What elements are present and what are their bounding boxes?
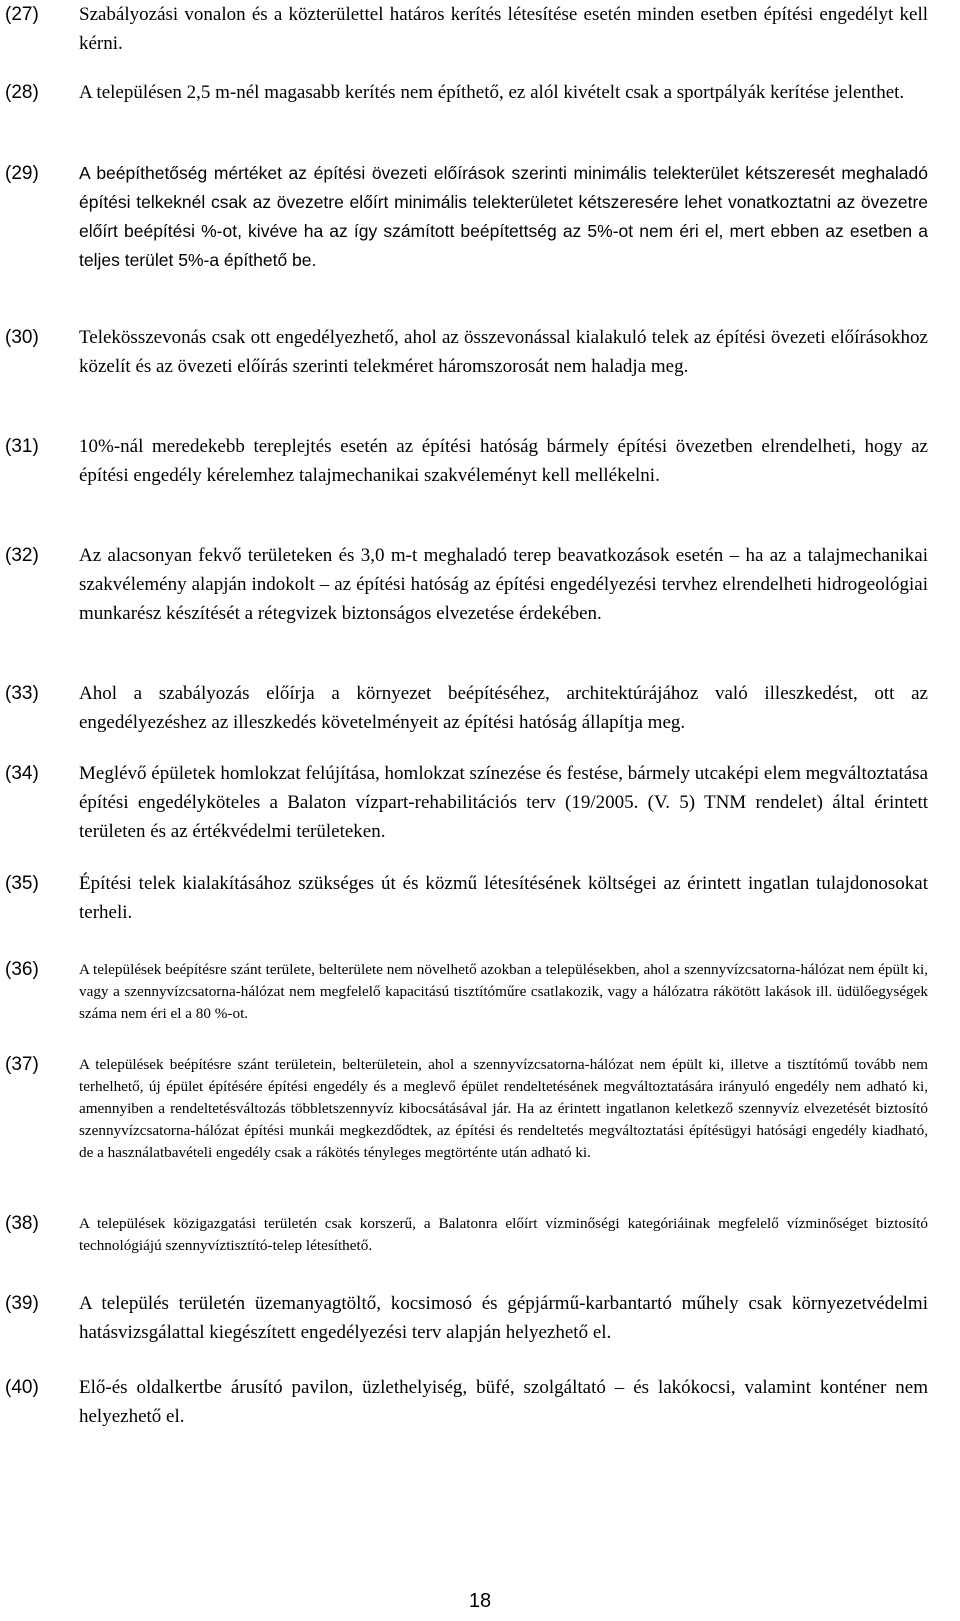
paragraph-number: (27) — [5, 4, 39, 25]
paragraph-number: (32) — [5, 545, 39, 566]
paragraph-text: A beépíthetőség mértéket az építési övezeti előírások szerinti minimális telekterület kétszeresét meghaladó építési telkeknél csak az övezetre előírt minimális telekterületet kétszeresére lehet vonatkoztatni az övezetre előírt beépítési %-ot, kivéve ha az így számított beépítettség az 5%-ot nem éri el, mert ebben az esetben a teljes terület 5%-a építhető be. — [79, 163, 928, 270]
paragraph-number: (28) — [5, 82, 39, 103]
page-number: 18 — [468, 1590, 492, 1612]
paragraph-number: (37) — [5, 1054, 39, 1075]
paragraph-text: Telekösszevonás csak ott engedélyezhető, ahol az összevonással kialakuló telek az építési övezeti előírásokhoz közelít és az övezeti előírás szerinti telekméret háromszorosát nem haladja meg. — [79, 327, 928, 377]
paragraph-text: A települések beépítésre szánt területe, belterülete nem növelhető azokban a településekben, ahol a szennyvízcsatorna-hálózat nem épült ki, vagy a szennyvízcsatorna-hálózat nem megfelelő kapacitású tisztítóműre csatlakozik, vagy a hálózatra rákötött lakások ill. üdülőegységek száma nem éri el a 80 %-ot. — [79, 961, 928, 1022]
paragraph-text: Ahol a szabályozás előírja a környezet beépítéséhez, architektúrájához való illeszkedést, ott az engedélyezéshez az illeszkedés követelményeit az építési hatóság állapítja meg. — [79, 683, 928, 733]
paragraph-text: A település területén üzemanyagtöltő, kocsimosó és gépjármű-karbantartó műhely csak környezetvédelmi hatásvizsgálattal kiegészített engedélyezési terv alapján helyezhető el. — [79, 1293, 928, 1343]
paragraph-text: A településen 2,5 m-nél magasabb kerítés nem építhető, ez alól kivételt csak a sportpályák kerítése jelenthet. — [79, 82, 905, 103]
paragraph-number: (33) — [5, 683, 39, 704]
paragraph-number: (34) — [5, 763, 39, 784]
paragraph-text: Az alacsonyan fekvő területeken és 3,0 m-t meghaladó terep beavatkozások esetén – ha az a talajmechanikai szakvélemény alapján indokolt – az építési hatóság az építési engedélyezési tervhez elrendelheti hidrogeológiai munkarész készítését a rétegvizek biztonságos elvezetése érdekében. — [79, 545, 928, 624]
paragraph-number: (40) — [5, 1377, 39, 1398]
paragraph-text: Építési telek kialakításához szükséges út és közmű létesítésének költségei az érintett ingatlan tulajdonosokat terheli. — [79, 873, 928, 923]
paragraph-text: Meglévő épületek homlokzat felújítása, homlokzat színezése és festése, bármely utcaképi elem megváltoztatása építési engedélyköteles a Balaton vízpart-rehabilitációs terv (19/2005. (V. 5) TNM rendelet) által érintett területen és az értékvédelmi területeken. — [79, 763, 928, 842]
paragraph-text: Szabályozási vonalon és a közterülettel határos kerítés létesítése esetén minden esetben építési engedélyt kell kérni. — [79, 4, 928, 54]
paragraph-text: Elő-és oldalkertbe árusító pavilon, üzlethelyiség, büfé, szolgáltató – és lakókocsi, valamint konténer nem helyezhető el. — [79, 1377, 928, 1427]
paragraph-text: A települések közigazgatási területén csak korszerű, a Balatonra előírt vízminőségi kategóriáinak megfelelő vízminőséget biztosító technológiájú szennyvíztisztító-telep létesíthető. — [79, 1215, 928, 1254]
paragraph-number: (35) — [5, 873, 39, 894]
paragraph-number: (36) — [5, 959, 39, 980]
paragraph-text: 10%-nál meredekebb tereplejtés esetén az építési hatóság bármely építési övezetben elrendelheti, hogy az építési engedély kérelemhez talajmechanikai szakvéleményt kell mellékelni. — [79, 436, 928, 486]
paragraph-number: (31) — [5, 436, 39, 457]
paragraph-number: (38) — [5, 1213, 39, 1234]
paragraph-number: (39) — [5, 1293, 39, 1314]
paragraph-text: A települések beépítésre szánt területein, belterületein, ahol a szennyvízcsatorna-hálózat nem épült ki, illetve a tisztítómű tovább nem terhelhető, új épület építésére építési engedély és a meglevő épület rendeltetésének megváltoztatására irányuló engedély nem adható ki, amennyiben a rendeltetésváltozás többletszennyvíz kibocsátásával jár. Ha az érintett ingatlanon keletkező szennyvíz elvezetését biztosító szennyvízcsatorna-hálózat építési munkái megkezdődtek, az építési és rendeltetés megváltoztatási építésügyi hatósági engedély kiadható, de a használatbavételi engedély csak a rákötés tényleges megtörténte után adható ki. — [79, 1056, 928, 1161]
paragraph-number: (29) — [5, 163, 39, 184]
paragraph-number: (30) — [5, 327, 39, 348]
